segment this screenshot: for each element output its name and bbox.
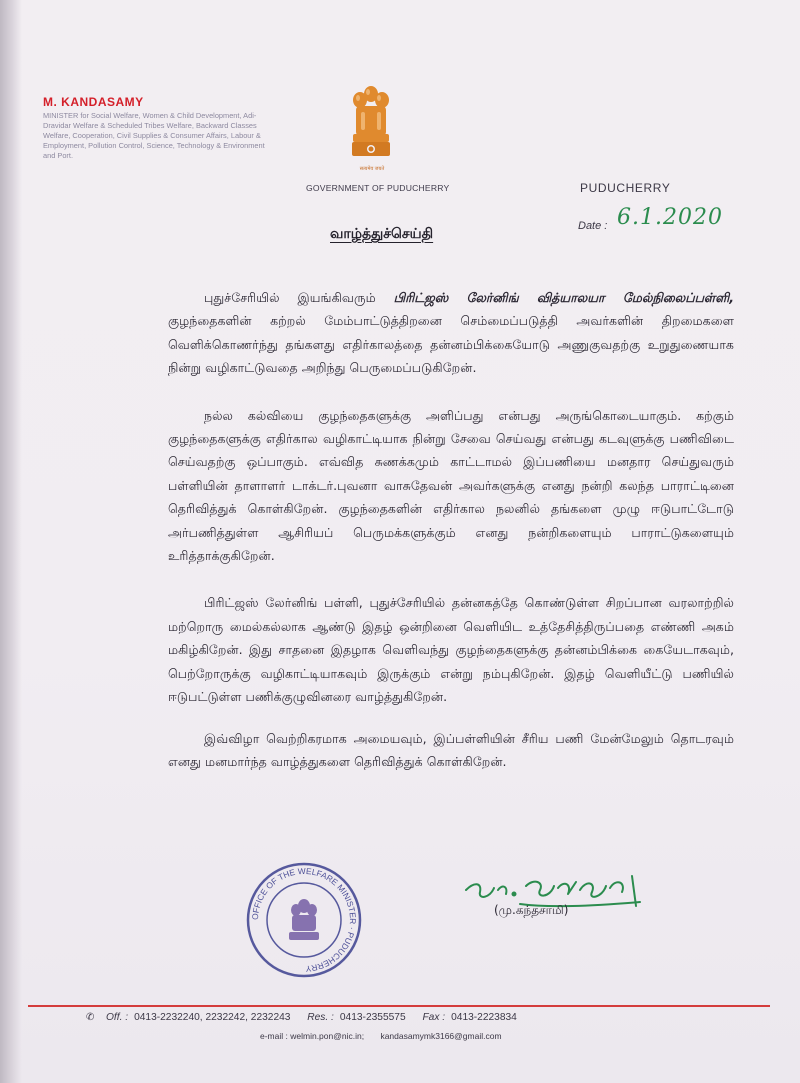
svg-text:OFFICE OF THE WELFARE MINISTER: OFFICE OF THE WELFARE MINISTER · PUDUCHERRY — [249, 865, 359, 975]
office-phone-value: 0413-2232240, 2232242, 2232243 — [134, 1012, 291, 1023]
minister-block — [43, 95, 273, 161]
paragraph-2: நல்ல கல்வியை குழந்தைகளுக்கு அளிப்பது என்பது அருங்கொடையாகும். கற்கும் குழந்தைகளுக்கு எதிர்கால வழிகாட்டியாக நின்று சேவை செய்வது என்பது கடவுளுக்கு பணிவிடை செய்வதற்கு ஒப்பாகும். எவ்வித சுணக்கமும் காட்டாமல் இப்பணியை மனதார செய்துவரும் பள்ளியின் தாளாளர் டாக்டர்.புவனா வாசுதேவன் அவர்களுக்கு எனது நன்றி கலந்த பாராட்டினை தெரிவித்துக் கொள்கிறேன். குழந்தைகளின் எதிர்கால நலனில் தங்களை முழு ஈடுபாட்டோடு அர்பணித்துள்ள ஆசிரியப் பெருமக்களுக்கும் எனது நன்றிகளையும் பாராட்டுகளையும் உரித்தாக்குகிறேன். — [168, 407, 734, 564]
emblem-motto: सत्यमेव जयते — [359, 166, 385, 172]
residence-phone-label: Res. : — [307, 1012, 334, 1023]
paragraph-4: இவ்விழா வெற்றிகரமாக அமையவும், இப்பள்ளியின் சீரிய பணி மேன்மேலும் தொடரவும் எனது மனமார்ந்த வாழ்த்துகளை தெரிவித்துக் கொள்கிறேன். — [168, 730, 734, 769]
page-binding-shadow — [0, 0, 22, 1083]
paragraph-1-rest: குழந்தைகளின் கற்றல் மேம்பாட்டுத்திறனை செம்மைப்படுத்தி அவர்களின் திறமைகளை வெளிக்கொணர்ந்து தங்களது எதிர்காலத்தை தன்னம்பிக்கையோடு அணுகுவதற்கு உறுதுணையாக நின்று வழிகாட்டுவதை அறிந்து பெருமைப்படுகிறேன். — [168, 313, 734, 376]
email-official: welmin.pon@nic.in; — [290, 1031, 365, 1041]
government-name: GOVERNMENT OF PUDUCHERRY — [306, 183, 450, 193]
fax-label: Fax : — [422, 1012, 446, 1023]
signatory-name: (மு.கந்தசாமி) — [494, 903, 569, 917]
office-phone-label: Off. : — [106, 1012, 129, 1023]
paragraph-1 — [168, 286, 734, 380]
fax-value: 0413-2223834 — [451, 1012, 517, 1023]
school-name: பிரிட்ஜஸ் லேர்னிங் வித்யாலயா மேல்நிலைப்பள்ளி, — [393, 290, 735, 305]
footer-divider — [28, 1005, 770, 1007]
footer-contact-line — [86, 1012, 800, 1023]
date-label: Date : — [578, 220, 608, 232]
residence-phone-value: 0413-2355575 — [339, 1012, 406, 1023]
city-name: PUDUCHERRY — [580, 181, 671, 195]
letter-heading: வாழ்த்துச்செய்தி — [330, 226, 434, 242]
state-emblem-icon — [348, 84, 394, 174]
handwritten-date: 6.1.2020 — [617, 205, 723, 230]
email-label: e-mail : — [260, 1031, 288, 1041]
paragraph-3: பிரிட்ஜஸ் லேர்னிங் பள்ளி, புதுச்சேரியில் தன்னகத்தே கொண்டுள்ள சிறப்பான வரலாற்றில் மற்றொரு மைல்கல்லாக ஆண்டு இதழ் ஒன்றினை வெளியிட உத்தேசித்திருப்பதை எண்ணி அகம் மகிழ்கிறேன். இது சாதனை இதழாக வெளிவந்து குழந்தைகளுக்கு தன்னம்பிக்கை கையேடாகவும், பெற்றோருக்கு வழிகாட்டியாகவும் இருக்கும் என்று நம்புகிறேன். இதழ் வெளியீட்டு பணியில் ஈடுபட்டுள்ள பணிக்குழுவினரை வாழ்த்துகிறேன். — [168, 595, 734, 705]
footer-email-line — [260, 1031, 760, 1041]
minister-portfolio: MINISTER for Social Welfare, Women & Child Development, Adi-Dravidar Welfare & Scheduled Tribes Welfare, Backward Classes Welfare, Cooperation, Civil Supplies & Consumer Affairs, Labour & Employment, Pollution Control, Science, Technology & Environment and Port. — [43, 111, 265, 160]
office-seal-stamp — [244, 860, 364, 980]
paragraph-1-intro: புதுச்சேரியில் இயங்கிவரும் — [204, 290, 394, 305]
letter-body — [168, 286, 734, 797]
email-personal: kandasamymk3166@gmail.com — [380, 1031, 502, 1041]
minister-name: M. KANDASAMY — [43, 95, 144, 109]
phone-icon: ✆ — [86, 1012, 95, 1023]
